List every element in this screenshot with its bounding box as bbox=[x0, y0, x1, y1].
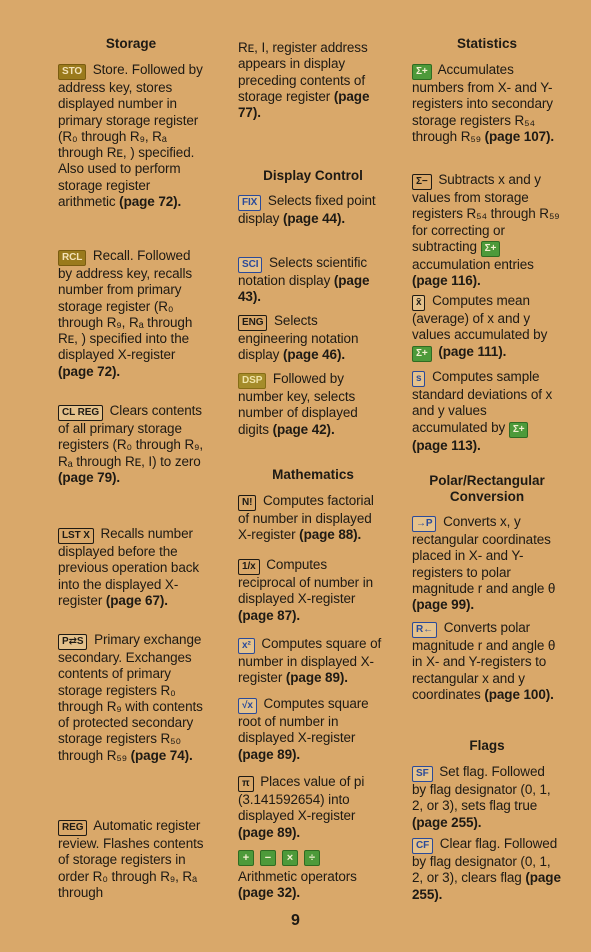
square-entry bbox=[238, 636, 388, 687]
arithmetic-text-line bbox=[238, 869, 388, 902]
lstx-entry bbox=[58, 526, 204, 609]
sf-page: (page 255). bbox=[412, 814, 482, 830]
cf-text: Clear flag. Followed by flag designator (0, 1, 2, or 3), clears flag bbox=[412, 836, 558, 886]
sf-key: SF bbox=[412, 766, 433, 782]
cf-key: CF bbox=[412, 838, 433, 854]
sigma-minus-key: Σ− bbox=[412, 174, 432, 190]
factorial-text: Computes factorial of number in displayed X-register bbox=[238, 493, 374, 543]
dsp-entry bbox=[238, 371, 388, 438]
minus-key: − bbox=[260, 850, 276, 866]
square-key: x² bbox=[238, 638, 255, 654]
page-number: 9 bbox=[291, 912, 300, 929]
right-column bbox=[412, 36, 562, 902]
ps-page: (page 74). bbox=[130, 747, 193, 763]
mean-sigma-key: Σ+ bbox=[412, 346, 432, 362]
reg-text: Automatic register review. Flashes contents of storage registers in order R₀ through R₉, Rₐ through bbox=[58, 818, 204, 900]
stddev-entry bbox=[412, 369, 562, 454]
clreg-page: (page 79). bbox=[58, 469, 121, 485]
to-rect-entry bbox=[412, 620, 562, 703]
sci-page: (page 43). bbox=[238, 273, 370, 305]
sigma-plus-page: (page 107). bbox=[484, 128, 555, 144]
plus-key: + bbox=[238, 850, 254, 866]
cf-page: (page 255). bbox=[412, 870, 561, 902]
sci-text: Selects scientific notation display bbox=[238, 255, 368, 288]
stddev-page: (page 113). bbox=[412, 437, 481, 453]
sf-text: Set flag. Followed by flag designator (0, 1, 2, or 3), sets flag true bbox=[412, 764, 551, 814]
stddev-key: s bbox=[412, 371, 425, 387]
to-polar-text: Converts x, y rectangular coordinates placed in X- and Y-registers to polar magnitude r and angle θ bbox=[412, 514, 556, 596]
clreg-key: CL REG bbox=[58, 405, 103, 421]
sto-entry bbox=[58, 62, 204, 210]
display-control-heading: Display Control bbox=[263, 168, 363, 183]
sqrt-entry bbox=[238, 696, 388, 763]
storage-column bbox=[58, 36, 204, 900]
storage-heading: Storage bbox=[105, 36, 157, 51]
arithmetic-page: (page 32). bbox=[238, 885, 301, 901]
eng-page: (page 46). bbox=[282, 347, 346, 363]
pi-page: (page 89). bbox=[238, 824, 301, 840]
sqrt-page: (page 89). bbox=[238, 746, 301, 762]
reg-continuation-page: (page 77). bbox=[238, 88, 370, 121]
eng-text: Selects engineering notation display bbox=[238, 313, 359, 363]
divide-key: ÷ bbox=[304, 850, 320, 866]
mathematics-heading: Mathematics bbox=[272, 467, 354, 482]
reg-continuation bbox=[238, 40, 388, 121]
sigma-plus-key: Σ+ bbox=[412, 64, 432, 80]
rcl-key: RCL bbox=[58, 250, 86, 266]
pi-text: Places value of pi (3.141592654) into displayed X-register bbox=[238, 774, 365, 824]
eng-key: ENG bbox=[238, 315, 267, 331]
reg-entry bbox=[58, 818, 204, 901]
fix-text: Selects fixed point display bbox=[238, 193, 376, 226]
sigma-minus-entry bbox=[412, 172, 562, 289]
sigma-plus-entry bbox=[412, 62, 562, 145]
lstx-text: Recalls number displayed before the previous operation back into the displayed X-register bbox=[58, 526, 200, 608]
stddev-text: Computes sample standard deviations of x and y values accumulated by bbox=[412, 369, 553, 435]
sigma-minus-page: (page 116). bbox=[412, 273, 481, 289]
reciprocal-page: (page 87). bbox=[238, 607, 301, 623]
sqrt-key: √x bbox=[238, 698, 257, 714]
eng-entry bbox=[238, 313, 388, 364]
flags-heading: Flags bbox=[469, 738, 505, 753]
lstx-page: (page 67). bbox=[105, 592, 168, 608]
to-rect-text: Converts polar magnitude r and angle θ in X- and Y-registers to rectangular x and y coordinates bbox=[412, 620, 556, 702]
mean-key: x̄ bbox=[412, 295, 425, 311]
to-polar-key: →P bbox=[412, 516, 436, 532]
sci-entry bbox=[238, 255, 388, 306]
stddev-sigma-key: Σ+ bbox=[509, 422, 529, 438]
rcl-text: Recall. Followed by address key, recalls number from primary storage register (R₀ through R₉, Rₐ through Rᴇ, ) specified into the displayed X-register bbox=[58, 248, 193, 363]
pi-entry bbox=[238, 774, 388, 841]
dsp-text: Followed by number key, selects number of displayed digits bbox=[238, 371, 358, 437]
arithmetic-keys bbox=[238, 850, 388, 866]
clreg-text: Clears contents of all primary storage registers (R₀ through R₉, Rₐ through Rᴇ, I) to zero bbox=[58, 403, 204, 469]
sigma-minus-text2: accumulation entries bbox=[412, 256, 534, 272]
sto-text: Store. Followed by address key, stores displayed number in primary storage register (R₀ through R₉, Rₐ through Rᴇ, ) specified. Also used to perform storage register arithmetic bbox=[58, 62, 203, 210]
reciprocal-key: 1/x bbox=[238, 559, 260, 575]
reg-key: REG bbox=[58, 820, 87, 836]
mean-text: Computes mean (average) of x and y values accumulated by bbox=[412, 293, 548, 343]
factorial-entry bbox=[238, 493, 388, 544]
dsp-key: DSP bbox=[238, 373, 266, 389]
sci-key: SCI bbox=[238, 257, 262, 273]
multiply-key: × bbox=[282, 850, 298, 866]
to-polar-entry bbox=[412, 514, 562, 613]
polar-rect-heading: Polar/Rectangular Conversion bbox=[429, 473, 545, 504]
to-rect-page: (page 100). bbox=[484, 686, 554, 702]
factorial-key: N! bbox=[238, 495, 256, 511]
sigma-plus-inline-key: Σ+ bbox=[481, 241, 501, 257]
statistics-heading: Statistics bbox=[456, 36, 518, 51]
arithmetic-text: Arithmetic operators bbox=[238, 869, 357, 884]
lstx-key: LST X bbox=[58, 528, 94, 544]
arithmetic-entry bbox=[238, 850, 388, 902]
to-rect-key: R← bbox=[412, 622, 437, 638]
ps-key: P⇄S bbox=[58, 634, 87, 650]
reciprocal-text: Computes reciprocal of number in displayed X-register bbox=[238, 557, 374, 607]
to-polar-page: (page 99). bbox=[412, 597, 475, 613]
sto-page: (page 72). bbox=[119, 194, 182, 210]
pi-key: π bbox=[238, 776, 254, 792]
reciprocal-entry bbox=[238, 557, 388, 624]
sto-key: STO bbox=[58, 64, 86, 80]
fix-page: (page 44). bbox=[282, 211, 346, 226]
middle-column bbox=[238, 40, 388, 901]
ps-text: Primary exchange secondary. Exchanges contents of primary storage registers R₀ through R₉ with contents of protected secondary storage registers R₅₀ through R₅₉ bbox=[58, 632, 203, 763]
square-page: (page 89). bbox=[285, 670, 348, 686]
mean-page: (page 111). bbox=[438, 343, 507, 359]
rcl-entry bbox=[58, 248, 204, 380]
reg-continuation-text: Rᴇ, I, register address appears in display preceding contents of storage register bbox=[238, 40, 368, 104]
square-text: Computes square of number in displayed X-register bbox=[238, 636, 382, 686]
rcl-page: (page 72). bbox=[58, 363, 121, 379]
sigma-plus-text: Accumulates numbers from X- and Y-registers into secondary storage registers R₅₄ through R₅₉ bbox=[412, 62, 553, 144]
factorial-page: (page 88). bbox=[299, 527, 362, 543]
fix-key: FIX bbox=[238, 195, 261, 211]
fix-entry bbox=[238, 193, 388, 227]
clreg-entry bbox=[58, 403, 204, 486]
dsp-page: (page 42). bbox=[272, 421, 335, 437]
sigma-minus-text: Subtracts x and y values from storage registers R₅₄ through R₅₉ for correcting or subtracting bbox=[412, 172, 560, 254]
ps-entry bbox=[58, 632, 204, 764]
sqrt-text: Computes square root of number in displayed X-register bbox=[238, 696, 369, 746]
sf-entry bbox=[412, 764, 562, 831]
mean-entry bbox=[412, 293, 562, 362]
cf-entry bbox=[412, 836, 562, 903]
